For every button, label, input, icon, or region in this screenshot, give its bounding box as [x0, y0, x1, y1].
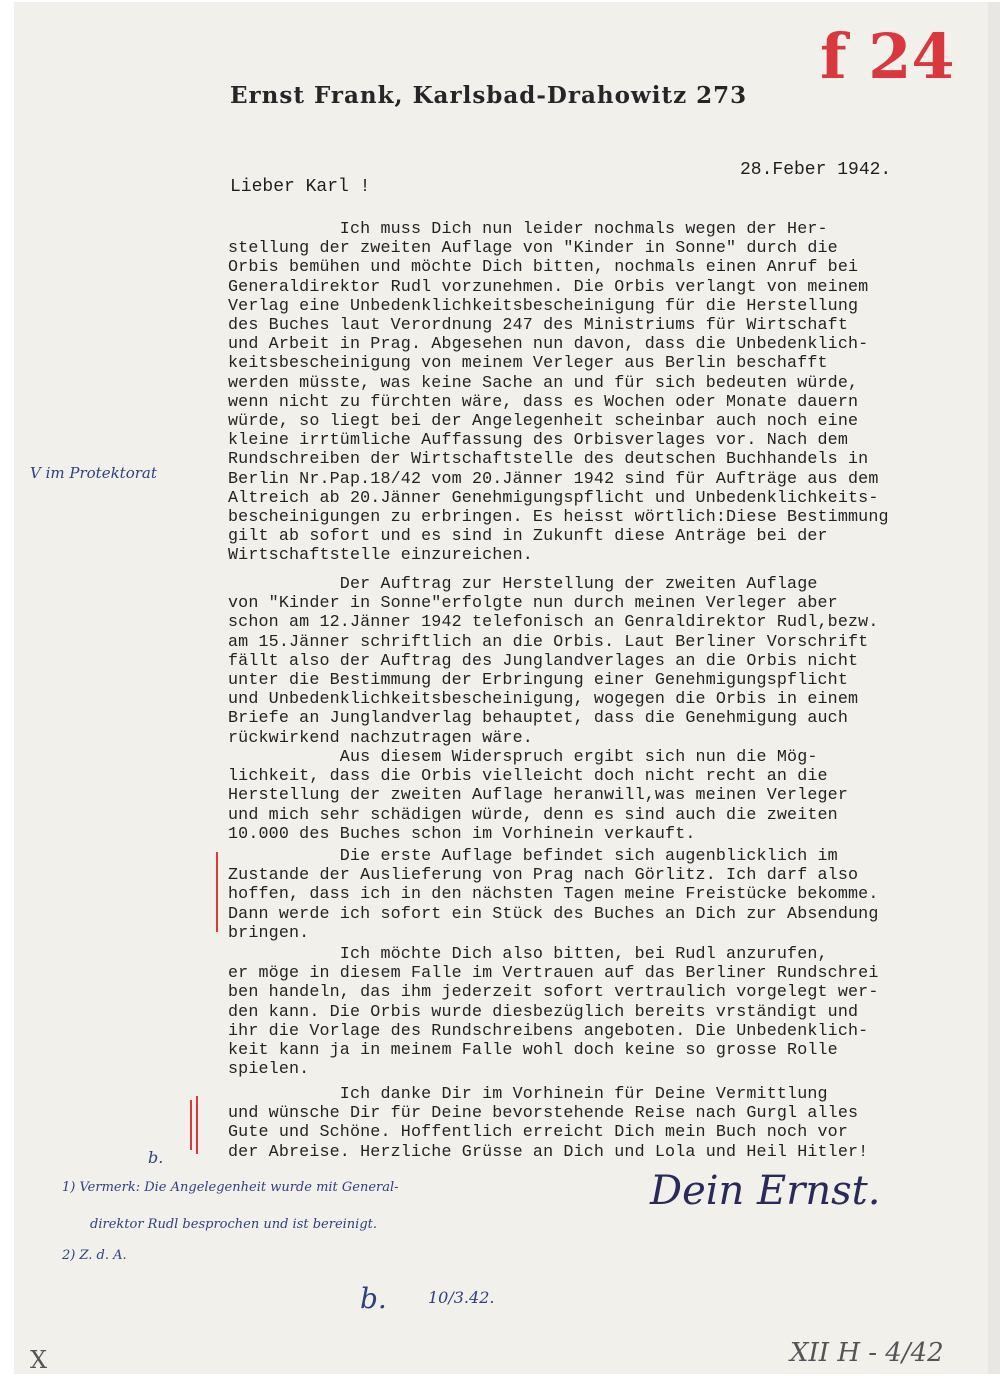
red-margin-line-1: [216, 852, 218, 932]
text-line: ihr die Vorlage des Rundschreibens angeboten. Die Unbedenklich-: [228, 1021, 869, 1041]
text-line: hoffen, dass ich in den nächsten Tagen meine Freistücke bekomme.: [228, 885, 879, 905]
text-line: gilt ab sofort und es sind in Zukunft diese Anträge bei der: [228, 527, 828, 547]
text-line: Wirtschaftstelle einzureichen.: [228, 546, 533, 566]
paragraph-2: [228, 575, 988, 748]
text-line: würde, so liegt bei der Angelegenheit scheinbar auch noch eine: [228, 412, 859, 432]
text-line: werden müsste, was keine Sache an und für sich bedeuten würde,: [228, 373, 859, 393]
paragraph-6: [228, 1085, 988, 1162]
text-line: kleine irrtümliche Auffassung des Orbisverlages vor. Nach dem: [228, 431, 849, 451]
text-line: Der Auftrag zur Herstellung der zweiten Auflage: [228, 575, 818, 594]
text-line: Generaldirektor Rudl vorzunehmen. Die Orbis verlangt von meinem: [228, 277, 869, 297]
paragraph-5: [228, 945, 988, 1079]
text-line: Altreich ab 20.Jänner Genehmigungspflicht und Unbedenklichkeits-: [228, 488, 879, 508]
text-line: Gute und Schöne. Hoffentlich erreicht Dich mein Buch noch vor: [228, 1123, 849, 1143]
text-line: Verlag eine Unbedenklichkeitsbescheinigung für die Herstellung: [228, 296, 859, 316]
text-line: Herstellung der zweiten Auflage heranwill,was meinen Verleger: [228, 786, 849, 806]
paragraph-3: [228, 748, 988, 844]
text-line: und mich sehr schädigen würde, denn es sind auch die zweiten: [228, 805, 838, 825]
text-line: er möge in diesem Falle im Vertrauen auf das Berliner Rundschrei: [228, 964, 879, 984]
handwritten-note-line-2: direktor Rudl besprochen und ist bereinigt.: [90, 1217, 378, 1232]
text-line: schon am 12.Jänner 1942 telefonisch an Genraldirektor Rudl,bezw.: [228, 613, 879, 633]
text-line: stellung der zweiten Auflage von "Kinder in Sonne" durch die: [228, 239, 838, 259]
initial-mark: b.: [360, 1282, 387, 1315]
text-line: von "Kinder in Sonne"erfolgte nun durch meinen Verleger aber: [228, 594, 838, 614]
text-line: rückwirkend nachzutragen wäre.: [228, 728, 533, 748]
text-line: Zustande der Auslieferung von Prag nach Görlitz. Ich darf also: [228, 866, 859, 886]
red-margin-line-2: [190, 1100, 192, 1150]
handwritten-note-line-1: 1) Vermerk: Die Angelegenheit wurde mit General-: [62, 1180, 399, 1195]
letterhead: Ernst Frank, Karlsbad-Drahowitz 273: [230, 82, 748, 109]
text-line: der Abreise. Herzliche Grüsse an Dich und Lola und Heil Hitler!: [228, 1142, 869, 1162]
text-line: keitsbescheinigung von meinem Verleger aus Berlin beschafft: [228, 354, 828, 374]
text-line: Ich muss Dich nun leider nochmals wegen der Her-: [228, 220, 828, 239]
letter-date: 28.Feber 1942.: [740, 160, 892, 180]
text-line: Dann werde ich sofort ein Stück des Buches an Dich zur Absendung: [228, 904, 879, 924]
text-line: und Unbedenklichkeitsbescheinigung, wogegen die Orbis in einem: [228, 690, 859, 710]
paragraph-4: [228, 847, 988, 943]
text-line: den kann. Die Orbis wurde diesbezüglich bereits vrständigt und: [228, 1002, 859, 1022]
text-line: bringen.: [228, 923, 310, 943]
handwritten-note-line-3: 2) Z. d. A.: [62, 1248, 127, 1263]
note-initial: b.: [148, 1148, 164, 1167]
text-line: lichkeit, dass die Orbis vielleicht doch nicht recht an die: [228, 767, 828, 787]
text-line: und Arbeit in Prag. Abgesehen nun davon, dass die Unbedenklich-: [228, 335, 869, 355]
bottom-mark: X: [30, 1346, 48, 1374]
text-line: unter die Bestimmung der Erbringung einer Genehmigungspflicht: [228, 671, 849, 691]
text-line: und wünsche Dir für Deine bevorstehende Reise nach Gurgl alles: [228, 1104, 859, 1124]
paragraph-1: [228, 220, 988, 566]
text-line: Ich möchte Dich also bitten, bei Rudl anzurufen,: [228, 945, 828, 964]
text-line: Aus diesem Widerspruch ergibt sich nun die Mög-: [228, 748, 818, 767]
signature: Dein Ernst.: [650, 1168, 881, 1214]
text-line: Orbis bemühen und möchte Dich bitten, nochmals einen Anruf bei: [228, 258, 859, 278]
text-line: am 15.Jänner schriftlich an die Orbis. Laut Berliner Vorschrift: [228, 632, 869, 652]
text-line: spielen.: [228, 1060, 310, 1080]
text-line: ben handeln, das ihm jederzeit sofort vertraulich vorgelegt wer-: [228, 983, 879, 1003]
file-reference: XII H - 4/42: [790, 1338, 944, 1368]
text-line: Die erste Auflage befindet sich augenblicklich im: [228, 847, 838, 866]
text-line: bescheinigungen zu erbringen. Es heisst wörtlich:Diese Bestimmung: [228, 508, 889, 528]
text-line: Ich danke Dir im Vorhinein für Deine Vermittlung: [228, 1085, 828, 1104]
text-line: Berlin Nr.Pap.18/42 vom 20.Jänner 1942 sind für Aufträge aus dem: [228, 469, 879, 489]
red-margin-line-3: [196, 1096, 198, 1154]
text-line: 10.000 des Buches schon im Vorhinein verkauft.: [228, 824, 696, 844]
text-line: des Buches laut Verordnung 247 des Ministriums für Wirtschaft: [228, 316, 849, 336]
page-edge: [988, 2, 1000, 1374]
text-line: Rundschreiben der Wirtschaftstelle des deutschen Buchhandels in: [228, 450, 869, 470]
salutation: Lieber Karl !: [230, 177, 371, 197]
note-date: 10/3.42.: [428, 1288, 495, 1307]
text-line: keit kann ja in meinem Falle wohl doch keine so grosse Rolle: [228, 1041, 838, 1061]
text-line: fällt also der Auftrag des Junglandverlages an die Orbis nicht: [228, 651, 859, 671]
corner-mark: f 24: [820, 20, 955, 93]
text-line: wenn nicht zu fürchten wäre, dass es Wochen oder Monate dauern: [228, 392, 859, 412]
margin-note: V im Protektorat: [30, 464, 157, 482]
text-line: Briefe an Junglandverlag behauptet, dass die Genehmigung auch: [228, 709, 849, 729]
